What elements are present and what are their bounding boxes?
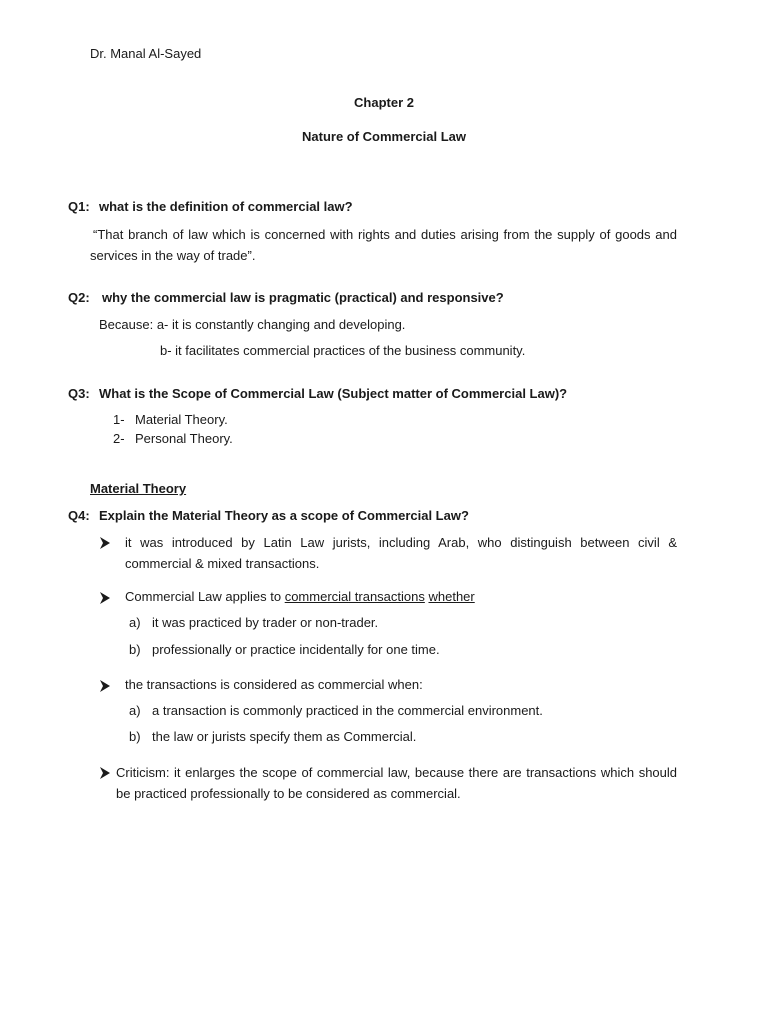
- q2-answer-b: b- it facilitates commercial practices of the business community.: [160, 343, 526, 358]
- q3-item-text: Material Theory.: [135, 412, 228, 427]
- author-name: Dr. Manal Al-Sayed: [90, 46, 202, 61]
- q4-bullet-4: Criticism: it enlarges the scope of commercial law, because there are transactions which should be practiced professionally to be considered as commercial.: [116, 765, 677, 801]
- chapter-label: Chapter 2: [354, 95, 414, 110]
- q4-bullet-2: [125, 589, 475, 605]
- sub-letter: a): [129, 703, 141, 718]
- q3-label: Q3:: [68, 386, 90, 401]
- arrow-bullet-icon: [99, 536, 111, 550]
- section-heading: Material Theory: [90, 481, 187, 496]
- arrow-bullet-icon: [99, 591, 111, 605]
- q2-answer-a: Because: a- it is constantly changing and developing.: [99, 317, 406, 332]
- q3-item-num: 1-: [113, 412, 125, 427]
- sub-text: a transaction is commonly practiced in the commercial environment.: [152, 703, 543, 718]
- arrow-bullet-icon: [99, 766, 111, 780]
- q1-label: Q1:: [68, 199, 90, 214]
- arrow-bullet-icon: [99, 679, 111, 693]
- sub-text: professionally or practice incidentally for one time.: [152, 642, 440, 657]
- sub-letter: a): [129, 615, 141, 630]
- q4-bullet-1: it was introduced by Latin Law jurists, including Arab, who distinguish between civil & commercial & mixed transactions.: [125, 535, 677, 571]
- sub-letter: b): [129, 729, 141, 744]
- q2-question: why the commercial law is pragmatic (practical) and responsive?: [102, 290, 504, 305]
- q2-label: Q2:: [68, 290, 90, 305]
- page-title: Nature of Commercial Law: [302, 129, 466, 144]
- sub-text: it was practiced by trader or non-trader.: [152, 615, 379, 630]
- sub-letter: b): [129, 642, 141, 657]
- q3-item-text: Personal Theory.: [135, 431, 233, 446]
- q1-answer: “That branch of law which is concerned with rights and duties arising from the supply of goods and services in the way of trade”.: [90, 227, 677, 263]
- q4-bullet-3: the transactions is considered as commercial when:: [125, 677, 423, 692]
- q4-label: Q4:: [68, 508, 90, 523]
- bullet-2-prefix: Commercial Law applies to: [125, 589, 282, 604]
- commercial-transactions-text: commercial transactions: [284, 589, 425, 604]
- sub-text: the law or jurists specify them as Commercial.: [152, 729, 417, 744]
- q3-question: What is the Scope of Commercial Law (Subject matter of Commercial Law)?: [99, 386, 568, 401]
- q4-question: Explain the Material Theory as a scope of Commercial Law?: [99, 508, 469, 523]
- whether-text: whether: [428, 589, 475, 604]
- q3-item-num: 2-: [113, 431, 125, 446]
- q1-question: what is the definition of commercial law?: [99, 199, 353, 214]
